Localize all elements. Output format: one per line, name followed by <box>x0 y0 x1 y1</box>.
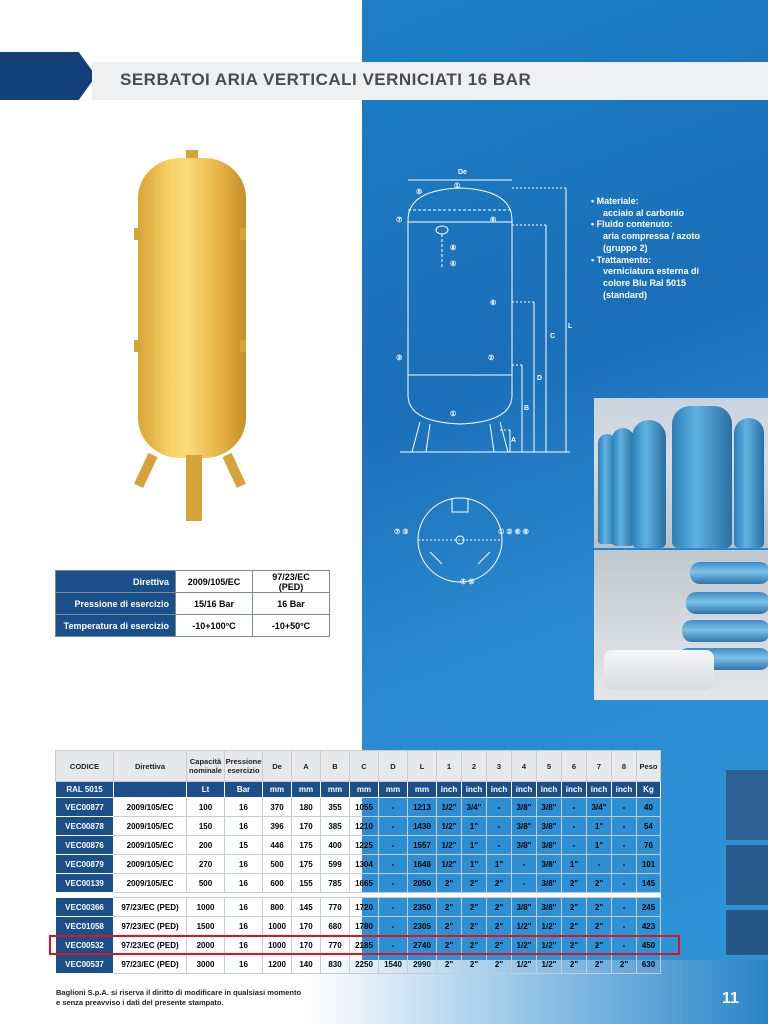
unit-cell: inch <box>612 782 637 798</box>
table-cell: 16 <box>225 798 263 817</box>
footer-line-2: e senza preavviso i dati del presente stampato. <box>56 998 224 1007</box>
table-cell: 16 <box>225 955 263 974</box>
blue-tank <box>612 428 634 546</box>
table-cell: - <box>487 836 512 855</box>
product-code: VEC00879 <box>56 855 114 874</box>
side-tab-2 <box>726 845 768 905</box>
unit-cell: Lt <box>187 782 225 798</box>
table-cell: 1000 <box>187 898 225 917</box>
table-cell: 2" <box>562 936 587 955</box>
units-row <box>56 782 661 798</box>
table-cell: 3/8" <box>537 798 562 817</box>
table-cell: 2350 <box>408 898 437 917</box>
table-cell: 1/2" <box>512 955 537 974</box>
table-cell: 446 <box>263 836 292 855</box>
blue-tank-horizontal <box>690 562 768 584</box>
table-cell: 500 <box>187 874 225 893</box>
table-cell: 3/8" <box>537 836 562 855</box>
column-header: Direttiva <box>114 751 187 782</box>
table-cell: 830 <box>321 955 350 974</box>
blue-tank <box>734 418 764 548</box>
column-header: 5 <box>537 751 562 782</box>
product-code: VEC00877 <box>56 798 114 817</box>
spec-fluid-label: • Fluido contenuto: <box>591 219 673 230</box>
table-cell: - <box>487 798 512 817</box>
table-cell: 2" <box>562 874 587 893</box>
table-cell: 355 <box>321 798 350 817</box>
table-row <box>56 874 661 893</box>
side-tab-3 <box>726 910 768 955</box>
table-cell: 145 <box>292 898 321 917</box>
table-cell: 1/2" <box>512 936 537 955</box>
table-cell: 16 <box>225 817 263 836</box>
temperature-value-1: -10+100°C <box>176 615 253 637</box>
table-cell: 1665 <box>350 874 379 893</box>
table-cell: 2" <box>462 955 487 974</box>
table-cell: 2" <box>587 955 612 974</box>
table-cell: - <box>612 917 637 936</box>
callout-4: ④ <box>450 261 457 268</box>
column-header: C <box>350 751 379 782</box>
table-cell: 2" <box>562 955 587 974</box>
table-cell: - <box>612 798 637 817</box>
highlighted-row-outline <box>49 935 680 955</box>
table-cell: - <box>379 836 408 855</box>
table-cell: 1430 <box>408 817 437 836</box>
l-label: L <box>568 323 573 330</box>
callout-6: ⑥ <box>490 217 497 224</box>
unit-cell: inch <box>437 782 462 798</box>
table-cell: 2009/105/EC <box>114 855 187 874</box>
table-cell: - <box>587 855 612 874</box>
table-cell: 770 <box>321 936 350 955</box>
table-cell: - <box>612 874 637 893</box>
table-cell: 1210 <box>350 817 379 836</box>
table-cell: 1648 <box>408 855 437 874</box>
tank-leg <box>222 453 245 488</box>
table-cell: 3/8" <box>537 898 562 917</box>
table-cell: 1" <box>562 855 587 874</box>
table-cell: 97/23/EC (PED) <box>114 936 187 955</box>
table-cell: 1/2" <box>537 936 562 955</box>
table-cell: 16 <box>225 917 263 936</box>
table-cell: 2" <box>587 936 612 955</box>
unit-cell: inch <box>562 782 587 798</box>
table-cell: - <box>562 817 587 836</box>
table-cell: 1055 <box>350 798 379 817</box>
technical-drawing <box>380 160 580 600</box>
c-label: C <box>550 333 556 340</box>
warehouse-photo-2 <box>594 550 768 700</box>
blue-tank <box>672 406 732 548</box>
table-row <box>56 855 661 874</box>
table-cell: 1540 <box>379 955 408 974</box>
table-cell: 200 <box>187 836 225 855</box>
unit-cell: Kg <box>637 782 661 798</box>
product-code: VEC00366 <box>56 898 114 917</box>
tank-nozzle <box>134 340 140 352</box>
table-cell: 3/8" <box>537 874 562 893</box>
unit-cell: mm <box>408 782 437 798</box>
table-cell: 2" <box>462 874 487 893</box>
product-code: VEC00532 <box>56 936 114 955</box>
callout-1: ① <box>454 183 461 190</box>
table-cell: 2009/105/EC <box>114 817 187 836</box>
table-cell: 76 <box>637 836 661 855</box>
table-cell: 2" <box>612 955 637 974</box>
table-cell: 2" <box>487 874 512 893</box>
table-cell: 2009/105/EC <box>114 836 187 855</box>
table-cell: 1780 <box>350 917 379 936</box>
column-header: 7 <box>587 751 612 782</box>
table-cell: 3/8" <box>512 836 537 855</box>
table-cell: 2" <box>437 955 462 974</box>
table-cell: 97/23/EC (PED) <box>114 898 187 917</box>
directive-col-1: 2009/105/EC <box>176 571 253 593</box>
table-cell: 16 <box>225 855 263 874</box>
table-cell: 3/8" <box>537 855 562 874</box>
page-number: 11 <box>722 990 739 1007</box>
table-cell: 450 <box>637 936 661 955</box>
table-cell: 2009/105/EC <box>114 798 187 817</box>
table-cell: 2" <box>587 898 612 917</box>
plan-right-callouts: ① ② ⑥ ⑧ <box>498 529 529 536</box>
tank-nozzle <box>240 228 246 240</box>
table-cell: 170 <box>292 817 321 836</box>
column-header: 3 <box>487 751 512 782</box>
pressure-value-2: 16 Bar <box>253 593 330 615</box>
table-cell: - <box>379 917 408 936</box>
table-cell: - <box>612 936 637 955</box>
pressure-value-1: 15/16 Bar <box>176 593 253 615</box>
table-cell: - <box>379 898 408 917</box>
product-code: VEC00537 <box>56 955 114 974</box>
spec-treatment-value: verniciatura esterna di colore Blu Ral 5015 (standard) <box>603 266 700 300</box>
footer-note <box>56 988 301 1008</box>
table-cell: 785 <box>321 874 350 893</box>
table-cell: - <box>612 898 637 917</box>
directive-col-2: 97/23/EC (PED) <box>253 571 330 593</box>
table-cell: 2" <box>487 955 512 974</box>
table-cell: 175 <box>292 855 321 874</box>
spec-material-label: • Materiale: <box>591 196 639 206</box>
table-cell: 15 <box>225 836 263 855</box>
table-cell: - <box>612 855 637 874</box>
table-cell: 54 <box>637 817 661 836</box>
column-header: 8 <box>612 751 637 782</box>
table-cell: 2" <box>487 936 512 955</box>
table-cell: - <box>379 936 408 955</box>
unit-cell: Bar <box>225 782 263 798</box>
table-cell: 1000 <box>263 917 292 936</box>
column-header: 4 <box>512 751 537 782</box>
table-cell: 2305 <box>408 917 437 936</box>
unit-cell: inch <box>487 782 512 798</box>
table-cell: 100 <box>187 798 225 817</box>
table-cell: 245 <box>637 898 661 917</box>
table-cell: - <box>512 855 537 874</box>
table-cell: 680 <box>321 917 350 936</box>
table-cell: 423 <box>637 917 661 936</box>
table-cell: 1304 <box>350 855 379 874</box>
plan-left-callouts: ⑦ ③ <box>394 529 409 536</box>
unit-cell: mm <box>350 782 379 798</box>
table-cell: 40 <box>637 798 661 817</box>
table-row <box>56 798 661 817</box>
table-cell: 2" <box>462 898 487 917</box>
column-header: L <box>408 751 437 782</box>
table-cell: 3/4" <box>462 798 487 817</box>
unit-cell: inch <box>462 782 487 798</box>
table-cell: 140 <box>292 955 321 974</box>
column-header: 6 <box>562 751 587 782</box>
table-cell: 1" <box>462 817 487 836</box>
unit-cell: inch <box>537 782 562 798</box>
table-cell: 101 <box>637 855 661 874</box>
unit-cell: mm <box>321 782 350 798</box>
material-specs <box>591 196 713 301</box>
white-tanks <box>604 650 714 690</box>
callout-5: ⑤ <box>416 189 423 196</box>
table-cell: 170 <box>292 936 321 955</box>
spec-fluid-value: aria compressa / azoto (gruppo 2) <box>603 231 701 253</box>
table-cell: 1" <box>587 836 612 855</box>
side-tab-1 <box>726 770 768 840</box>
table-row <box>56 917 661 936</box>
table-cell: 170 <box>292 917 321 936</box>
table-cell: 1/2" <box>437 836 462 855</box>
product-code: VEC01058 <box>56 917 114 936</box>
blue-tank-horizontal <box>686 592 768 614</box>
table-cell: - <box>487 817 512 836</box>
table-cell: 1/2" <box>437 855 462 874</box>
tank-leg <box>134 453 157 488</box>
table-cell: 600 <box>263 874 292 893</box>
table-cell: 2" <box>487 917 512 936</box>
spec-row <box>56 593 330 615</box>
table-cell: 1/2" <box>437 817 462 836</box>
table-cell: 1225 <box>350 836 379 855</box>
column-header: 2 <box>462 751 487 782</box>
pressure-label: Pressione di esercizio <box>56 593 176 615</box>
table-cell: 16 <box>225 936 263 955</box>
unit-cell <box>114 782 187 798</box>
callout-8: ⑧ <box>450 245 457 252</box>
table-cell: 270 <box>187 855 225 874</box>
table-cell: 3/8" <box>512 798 537 817</box>
table-cell: 500 <box>263 855 292 874</box>
table-cell: 2" <box>462 936 487 955</box>
table-cell: - <box>379 855 408 874</box>
table-cell: 370 <box>263 798 292 817</box>
directive-label: Direttiva <box>56 571 176 593</box>
table-cell: 3/8" <box>537 817 562 836</box>
product-code: VEC00878 <box>56 817 114 836</box>
warehouse-photo-1 <box>594 398 768 548</box>
unit-cell: inch <box>512 782 537 798</box>
table-cell: 155 <box>292 874 321 893</box>
table-cell: 1557 <box>408 836 437 855</box>
table-cell: 385 <box>321 817 350 836</box>
column-header: D <box>379 751 408 782</box>
unit-cell: mm <box>379 782 408 798</box>
table-cell: 2009/105/EC <box>114 874 187 893</box>
table-cell: 2050 <box>408 874 437 893</box>
product-code: VEC00876 <box>56 836 114 855</box>
table-cell: 1" <box>462 855 487 874</box>
table-cell: 2250 <box>350 955 379 974</box>
unit-cell: RAL 5015 <box>56 782 114 798</box>
a-label: A <box>511 437 517 444</box>
table-cell: - <box>379 874 408 893</box>
table-cell: 150 <box>187 817 225 836</box>
table-cell: 145 <box>637 874 661 893</box>
table-cell: 1000 <box>263 936 292 955</box>
column-header: Pressione esercizio <box>225 751 263 782</box>
table-cell: - <box>379 817 408 836</box>
table-cell: - <box>562 836 587 855</box>
table-cell: 97/23/EC (PED) <box>114 917 187 936</box>
callout-7: ⑦ <box>396 217 403 224</box>
table-cell: 2" <box>562 898 587 917</box>
tank-leg <box>186 455 202 521</box>
table-header <box>56 751 661 782</box>
table-cell: 2" <box>437 874 462 893</box>
table-cell: 2" <box>437 898 462 917</box>
table-row <box>56 836 661 855</box>
table-cell: 1200 <box>263 955 292 974</box>
title-arrow <box>0 52 96 100</box>
table-row <box>56 955 661 974</box>
table-cell: - <box>612 817 637 836</box>
table-cell: 1/2" <box>537 955 562 974</box>
table-cell: 2000 <box>187 936 225 955</box>
table-cell: 770 <box>321 898 350 917</box>
table-cell: 3/8" <box>512 817 537 836</box>
table-cell: 1/2" <box>537 917 562 936</box>
table-cell: 175 <box>292 836 321 855</box>
table-cell: 1" <box>462 836 487 855</box>
pressure-temperature-table <box>55 570 330 637</box>
callout-1b: ① <box>450 411 457 418</box>
table-cell: 2" <box>487 898 512 917</box>
table-cell: - <box>612 836 637 855</box>
callout-3: ③ <box>396 355 403 362</box>
column-header: B <box>321 751 350 782</box>
tank-nozzle <box>134 228 140 240</box>
table-cell: 180 <box>292 798 321 817</box>
table-cell: - <box>379 798 408 817</box>
callout-6b: ⑥ <box>490 300 497 307</box>
table-cell: 1213 <box>408 798 437 817</box>
table-cell: 1" <box>487 855 512 874</box>
table-cell: 2" <box>462 917 487 936</box>
d-label: D <box>537 375 543 382</box>
column-header: CODICE <box>56 751 114 782</box>
de-label: De <box>458 169 467 176</box>
table-cell: 599 <box>321 855 350 874</box>
table-cell: 1500 <box>187 917 225 936</box>
spec-header-row <box>56 571 330 593</box>
b-label: B <box>524 405 530 412</box>
tank-body <box>138 158 246 458</box>
table-cell: 2990 <box>408 955 437 974</box>
footer-line-1: Baglioni S.p.A. si riserva il diritto di modificare in qualsiasi momento <box>56 988 302 997</box>
table-cell: - <box>512 874 537 893</box>
table-cell: 2" <box>587 917 612 936</box>
column-header: Capacità nominale <box>187 751 225 782</box>
page-title: SERBATOI ARIA VERTICALI VERNICIATI 16 BAR <box>120 70 532 89</box>
table-cell: 396 <box>263 817 292 836</box>
unit-cell: mm <box>263 782 292 798</box>
table-cell: 800 <box>263 898 292 917</box>
table-cell: 16 <box>225 898 263 917</box>
column-header: 1 <box>437 751 462 782</box>
table-cell: 2185 <box>350 936 379 955</box>
table-cell: 2" <box>587 874 612 893</box>
table-cell: 1" <box>587 817 612 836</box>
table-cell: - <box>562 798 587 817</box>
spec-row <box>56 615 330 637</box>
table-cell: 16 <box>225 874 263 893</box>
table-cell: 2" <box>437 917 462 936</box>
column-header: A <box>292 751 321 782</box>
table-cell: 2740 <box>408 936 437 955</box>
table-row <box>56 817 661 836</box>
table-cell: 3/4" <box>587 798 612 817</box>
column-header: De <box>263 751 292 782</box>
table-cell: 3000 <box>187 955 225 974</box>
table-cell: 3/8" <box>512 898 537 917</box>
temperature-label: Temperatura di esercizio <box>56 615 176 637</box>
table-cell: 400 <box>321 836 350 855</box>
blue-tank <box>632 420 666 548</box>
unit-cell: mm <box>292 782 321 798</box>
table-cell: 1/2" <box>437 798 462 817</box>
table-cell: 2" <box>437 936 462 955</box>
table-row <box>56 898 661 917</box>
callout-2: ② <box>488 355 495 362</box>
blue-tank-horizontal <box>682 620 768 642</box>
plan-bottom-callouts: ④ ⑤ <box>460 579 475 586</box>
table-cell: 630 <box>637 955 661 974</box>
product-code: VEC00139 <box>56 874 114 893</box>
unit-cell: inch <box>587 782 612 798</box>
temperature-value-2: -10+50°C <box>253 615 330 637</box>
table-cell: 97/23/EC (PED) <box>114 955 187 974</box>
spec-material-value: acciaio al carbonio <box>603 207 685 218</box>
tank-nozzle <box>240 340 246 352</box>
spec-treatment-label: • Trattamento: <box>591 254 652 265</box>
table-cell: 2" <box>562 917 587 936</box>
table-cell: 1720 <box>350 898 379 917</box>
header-row <box>56 751 661 782</box>
table-cell: 1/2" <box>512 917 537 936</box>
column-header: Peso <box>637 751 661 782</box>
